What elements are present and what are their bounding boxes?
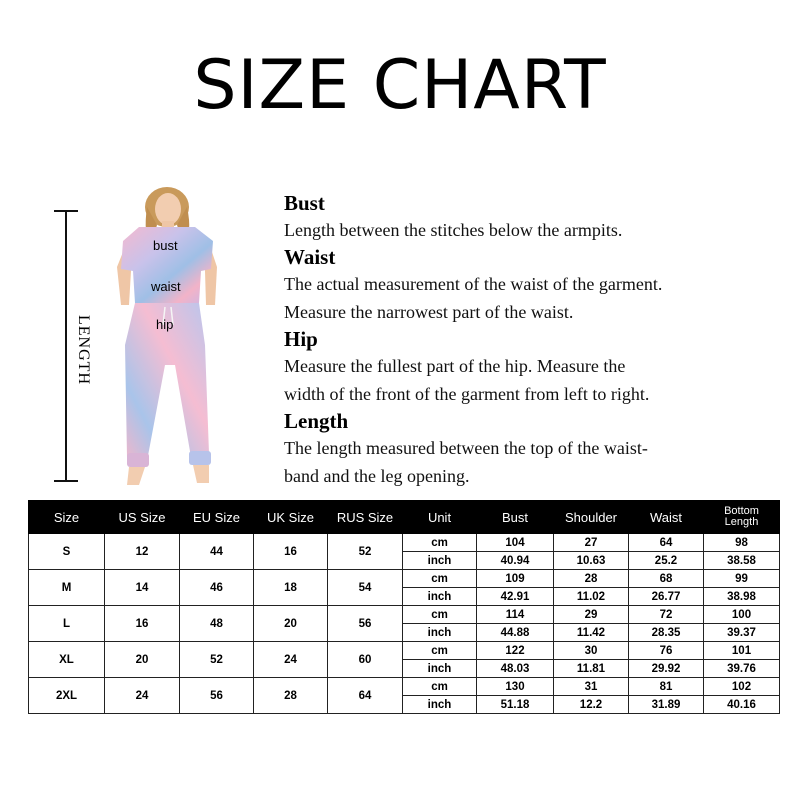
cell-waist: 76	[629, 642, 704, 660]
cell-unit: inch	[403, 588, 477, 606]
cell-eu-size: 46	[180, 570, 254, 606]
definition-text: band and the leg opening.	[284, 466, 470, 486]
cell-unit: inch	[403, 552, 477, 570]
length-cap-bottom	[54, 480, 78, 482]
cell-waist: 81	[629, 678, 704, 696]
bust-label: bust	[153, 238, 178, 253]
header-bottom-length: Bottom Length	[704, 501, 780, 534]
cell-unit: cm	[403, 678, 477, 696]
definition-waist	[284, 244, 784, 326]
cell-bust: 122	[477, 642, 554, 660]
cell-unit: cm	[403, 606, 477, 624]
cell-waist: 31.89	[629, 696, 704, 714]
cell-eu-size: 48	[180, 606, 254, 642]
definition-bust	[284, 190, 784, 244]
cell-rus-size: 54	[328, 570, 403, 606]
definition-text: The length measured between the top of the waist-	[284, 438, 648, 458]
cell-waist: 72	[629, 606, 704, 624]
cell-length: 40.16	[704, 696, 780, 714]
page-title: SIZE CHART	[193, 46, 607, 125]
cell-bust: 104	[477, 534, 554, 552]
cell-bust: 130	[477, 678, 554, 696]
definition-heading: Bust	[284, 191, 325, 215]
cell-rus-size: 52	[328, 534, 403, 570]
header-eu-size: EU Size	[180, 501, 254, 534]
table-row	[29, 570, 780, 588]
cell-bust: 109	[477, 570, 554, 588]
header-uk-size: UK Size	[254, 501, 328, 534]
cell-uk-size: 28	[254, 678, 328, 714]
waist-label: waist	[151, 279, 181, 294]
cell-length: 39.37	[704, 624, 780, 642]
cell-waist: 28.35	[629, 624, 704, 642]
cell-shoulder: 11.02	[554, 588, 629, 606]
definition-hip	[284, 326, 784, 408]
length-label: LENGTH	[74, 311, 92, 389]
header-us-size: US Size	[105, 501, 180, 534]
definition-heading: Length	[284, 409, 349, 433]
definition-text: The actual measurement of the waist of the garment.	[284, 274, 663, 294]
cell-unit: inch	[403, 660, 477, 678]
cell-length: 102	[704, 678, 780, 696]
cell-waist: 68	[629, 570, 704, 588]
model-illustration	[105, 185, 230, 495]
cell-size: S	[29, 534, 105, 570]
cell-shoulder: 10.63	[554, 552, 629, 570]
cell-length: 100	[704, 606, 780, 624]
cell-us-size: 16	[105, 606, 180, 642]
cell-length: 101	[704, 642, 780, 660]
cell-length: 98	[704, 534, 780, 552]
cell-shoulder: 11.81	[554, 660, 629, 678]
cell-us-size: 12	[105, 534, 180, 570]
cell-eu-size: 44	[180, 534, 254, 570]
cell-rus-size: 56	[328, 606, 403, 642]
cell-uk-size: 16	[254, 534, 328, 570]
cell-rus-size: 64	[328, 678, 403, 714]
cell-rus-size: 60	[328, 642, 403, 678]
definition-heading: Hip	[284, 327, 318, 351]
length-line	[65, 210, 67, 482]
cell-unit: inch	[403, 696, 477, 714]
cell-length: 38.58	[704, 552, 780, 570]
hip-label: hip	[156, 317, 174, 332]
cell-bust: 44.88	[477, 624, 554, 642]
cell-shoulder: 30	[554, 642, 629, 660]
cell-shoulder: 31	[554, 678, 629, 696]
cell-waist: 29.92	[629, 660, 704, 678]
cell-unit: cm	[403, 534, 477, 552]
header-size: Size	[29, 501, 105, 534]
cell-uk-size: 20	[254, 606, 328, 642]
cell-shoulder: 11.42	[554, 624, 629, 642]
cell-shoulder: 12.2	[554, 696, 629, 714]
cell-size: XL	[29, 642, 105, 678]
cell-eu-size: 56	[180, 678, 254, 714]
definition-length	[284, 408, 784, 490]
cell-shoulder: 27	[554, 534, 629, 552]
header-waist: Waist	[629, 501, 704, 534]
cell-bust: 40.94	[477, 552, 554, 570]
cell-us-size: 20	[105, 642, 180, 678]
cell-uk-size: 24	[254, 642, 328, 678]
cell-size: M	[29, 570, 105, 606]
header-unit: Unit	[403, 501, 477, 534]
cell-unit: inch	[403, 624, 477, 642]
table-row	[29, 534, 780, 552]
definition-text: Length between the stitches below the armpits.	[284, 220, 623, 240]
cell-waist: 64	[629, 534, 704, 552]
definition-text: Measure the fullest part of the hip. Measure the	[284, 356, 626, 376]
cell-unit: cm	[403, 642, 477, 660]
size-table	[28, 500, 780, 714]
cell-length: 39.76	[704, 660, 780, 678]
table-row	[29, 678, 780, 696]
table-row	[29, 642, 780, 660]
table-row	[29, 606, 780, 624]
header-rus-size: RUS Size	[328, 501, 403, 534]
definition-text: Measure the narrowest part of the waist.	[284, 302, 574, 322]
cell-eu-size: 52	[180, 642, 254, 678]
cell-bust: 114	[477, 606, 554, 624]
cell-uk-size: 18	[254, 570, 328, 606]
cell-bust: 42.91	[477, 588, 554, 606]
cell-us-size: 14	[105, 570, 180, 606]
cell-waist: 25.2	[629, 552, 704, 570]
table-header-row	[29, 501, 780, 534]
model-figure	[105, 185, 230, 495]
cell-shoulder: 28	[554, 570, 629, 588]
cell-waist: 26.77	[629, 588, 704, 606]
cell-length: 38.98	[704, 588, 780, 606]
cell-bust: 51.18	[477, 696, 554, 714]
cell-unit: cm	[403, 570, 477, 588]
cell-size: L	[29, 606, 105, 642]
measurement-definitions	[284, 190, 784, 490]
definition-heading: Waist	[284, 245, 336, 269]
length-indicator	[40, 200, 100, 490]
cell-us-size: 24	[105, 678, 180, 714]
cell-bust: 48.03	[477, 660, 554, 678]
header-bust: Bust	[477, 501, 554, 534]
cell-size: 2XL	[29, 678, 105, 714]
header-shoulder: Shoulder	[554, 501, 629, 534]
cell-shoulder: 29	[554, 606, 629, 624]
cell-length: 99	[704, 570, 780, 588]
definition-text: width of the front of the garment from left to right.	[284, 384, 650, 404]
